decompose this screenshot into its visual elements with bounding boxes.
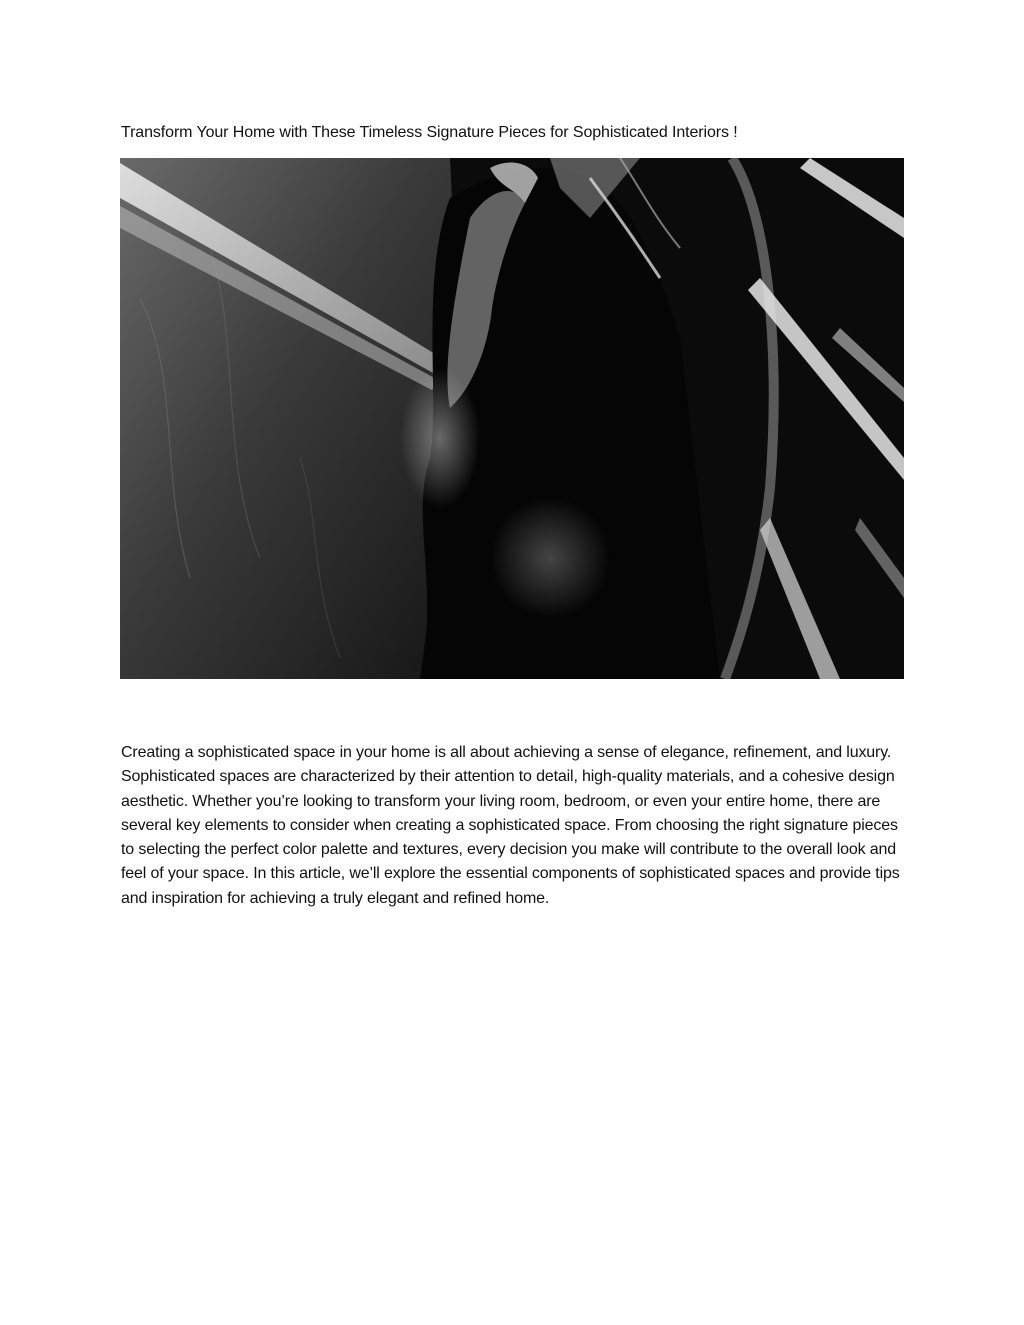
photo-illustration bbox=[120, 158, 904, 679]
article-paragraph: Creating a sophisticated space in your home is all about achieving a sense of elegance, refinement, and luxury. Sophisticated spaces are characterized by their attention to detail, high-quality materials, and a cohesive design aesthetic. Whether you’re looking to transform your living room, bedroom, or even your entire home, there are several key elements to consider when creating a sophisticated space. From choosing the right signature pieces to selecting the perfect color palette and textures, every decision you make will contribute to the overall look and feel of your space. In this article, we’ll explore the essential components of sophisticated spaces and provide tips and inspiration for achieving a truly elegant and refined home. bbox=[121, 744, 900, 907]
black-and-white-photo bbox=[120, 158, 904, 679]
page-title: Transform Your Home with These Timeless Signature Pieces for Sophisticated Interiors ! bbox=[121, 124, 738, 141]
